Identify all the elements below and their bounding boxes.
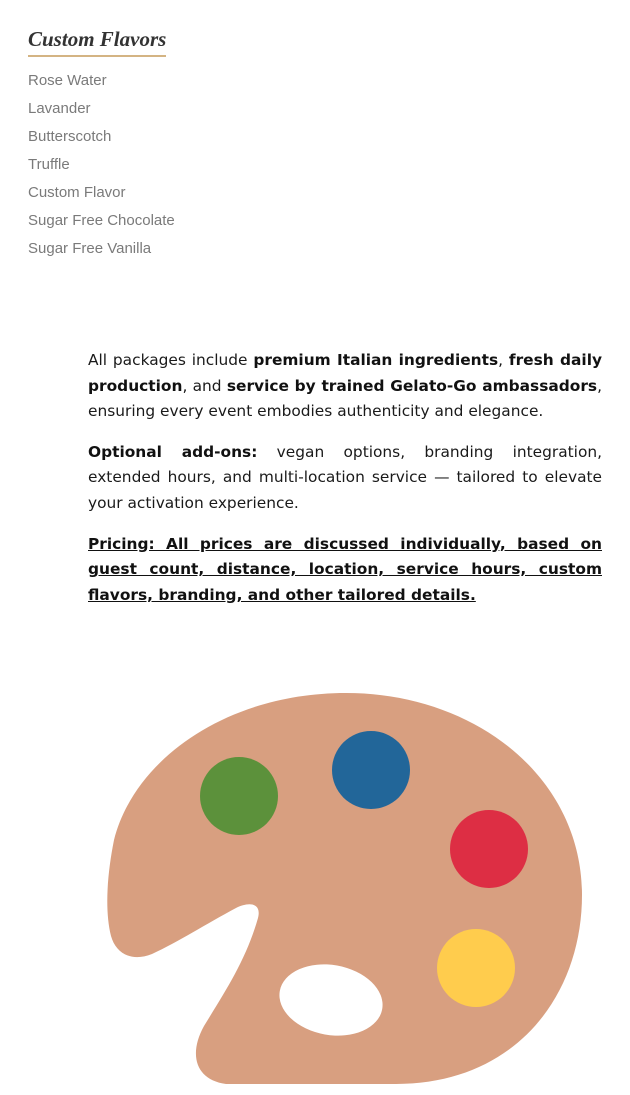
red-paint-dab xyxy=(450,810,528,888)
flavor-item-custom-flavor: Custom Flavor xyxy=(28,184,126,202)
flavor-list xyxy=(28,67,175,263)
artist-palette-icon xyxy=(96,690,596,1090)
palette-illustration xyxy=(96,690,596,1095)
flavor-item-lavander: Lavander xyxy=(28,100,91,118)
flavor-item-butterscotch: Butterscotch xyxy=(28,128,112,146)
green-paint-dab xyxy=(200,757,278,835)
packages-info xyxy=(88,348,602,623)
packages-end-text: , ensuring every event embodies authenticity and elegance. xyxy=(88,376,602,421)
addons-text: vegan options, branding integration, extended hours, and multi-location service — tailored to elevate your activation experience. xyxy=(88,442,603,512)
addons-paragraph xyxy=(88,440,602,517)
flavor-item-truffle: Truffle xyxy=(28,156,70,174)
premium-ingredients-text: premium Italian ingredients xyxy=(253,351,499,369)
custom-flavors-heading: Custom Flavors xyxy=(28,28,166,57)
ambassadors-text: service by trained Gelato-Go ambassadors xyxy=(226,376,598,395)
flavor-item-sugar-free-vanilla: Sugar Free Vanilla xyxy=(28,240,152,258)
packages-separator-1: , xyxy=(498,351,509,369)
addons-label: Optional add-ons: xyxy=(88,442,258,461)
custom-flavors-widget xyxy=(28,28,175,263)
fresh-production-text: fresh daily production xyxy=(88,351,603,395)
blue-paint-dab xyxy=(332,731,410,809)
pricing-paragraph xyxy=(88,532,602,609)
yellow-paint-dab xyxy=(437,929,515,1007)
packages-separator-2: , and xyxy=(182,376,227,395)
pricing-text: Pricing: All prices are discussed individually, based on guest count, distance, location, service hours, custom flavors, branding, and other tailored details. xyxy=(88,534,602,604)
packages-paragraph xyxy=(88,348,602,425)
flavor-item-sugar-free-chocolate: Sugar Free Chocolate xyxy=(28,212,175,230)
flavor-item-rose-water: Rose Water xyxy=(28,72,107,90)
packages-intro-text: All packages include xyxy=(88,351,254,369)
